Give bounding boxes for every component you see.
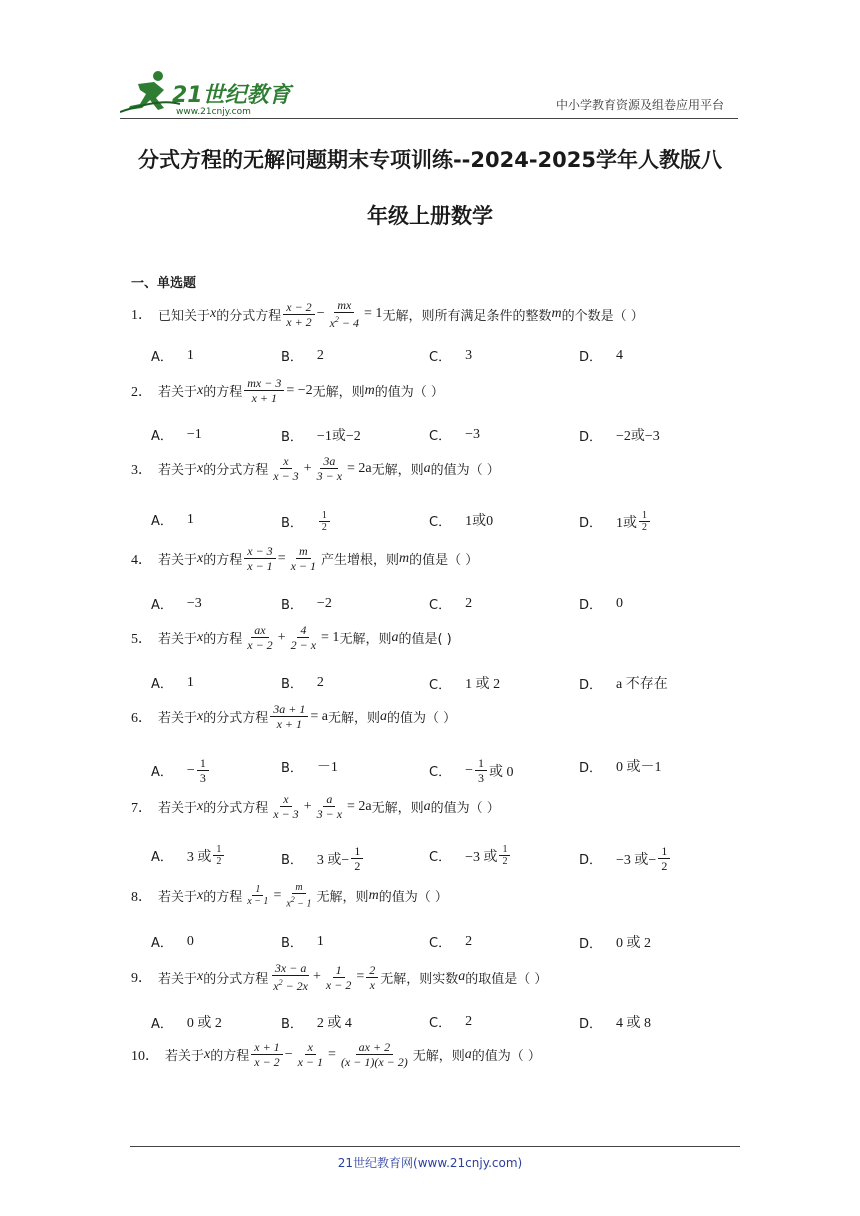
question-text: 的方程	[203, 632, 243, 647]
option-b[interactable]: B． −2	[281, 595, 332, 613]
fraction: $\frac{4}{2 - x}$	[290, 623, 317, 652]
question-text: 若关于	[158, 463, 198, 478]
question-text: 的分式方程	[203, 711, 269, 726]
option-d[interactable]: D． 4	[579, 347, 624, 365]
question-number: 7．	[131, 800, 152, 816]
question-text: 若关于	[158, 553, 198, 568]
option-a[interactable]: A． 0 或 2	[151, 1016, 222, 1032]
option-b[interactable]: B． $\frac{1}{2}$	[281, 510, 332, 533]
equals: =	[356, 969, 365, 984]
option-b[interactable]: B． 3 或− $\frac{1}{2}$	[281, 844, 365, 873]
question-text: 无解，则	[339, 632, 392, 647]
question-text: 无解，则	[371, 463, 424, 478]
fraction: $\frac{a}{3 - x}$	[316, 792, 343, 821]
fraction: $\frac{2}{x}$	[366, 963, 378, 992]
footer-link[interactable]: 21世纪教育网(www.21cnjy.com)	[337, 1156, 523, 1170]
variable: m	[364, 382, 375, 398]
option-a[interactable]: A． −1	[151, 426, 202, 444]
option-b[interactable]: B． 2	[281, 347, 324, 365]
equals: =	[328, 1046, 336, 1062]
variable: x	[197, 550, 204, 566]
option-c[interactable]: C． −3 或 $\frac{1}{2}$	[429, 844, 512, 867]
question-3	[131, 454, 500, 483]
variable: x	[197, 382, 204, 398]
runner-icon	[120, 71, 180, 112]
variable: m	[399, 550, 410, 566]
question-1	[131, 298, 644, 330]
option-a[interactable]: A． 1	[151, 674, 194, 692]
option-d[interactable]: D． 0 或－1	[579, 760, 662, 776]
question-text: 的值为（ ）	[378, 890, 448, 906]
option-d[interactable]: D． 4 或 8	[579, 1016, 652, 1032]
question-text: 的分式方程	[203, 971, 269, 987]
header-divider	[120, 118, 738, 119]
option-b[interactable]: B． 1	[281, 933, 324, 951]
question-8	[131, 882, 448, 909]
equals: = 1	[321, 629, 340, 645]
option-c[interactable]: C． 2	[429, 595, 473, 613]
page-title	[100, 132, 760, 244]
option-c[interactable]: C． −3	[429, 426, 480, 444]
operator: +	[303, 460, 312, 476]
question-text: 若关于	[158, 801, 198, 816]
question-text: 的值为（ ）	[386, 711, 457, 726]
question-number: 2．	[131, 384, 152, 400]
section-heading: 一、单选题	[131, 276, 197, 291]
question-text: 的值为（ ）	[430, 463, 500, 478]
operator: +	[313, 969, 321, 984]
question-number: 1．	[131, 308, 152, 323]
question-text: 若关于	[158, 632, 198, 647]
variable: x	[197, 969, 204, 984]
option-a[interactable]: A． − $\frac{1}{3}$	[151, 756, 211, 785]
question-text: 无解，则	[316, 890, 369, 906]
question-text: 无解，则实数	[380, 971, 459, 987]
option-a[interactable]: A． −3	[151, 595, 202, 613]
option-c[interactable]: C． 1 或 2	[429, 677, 501, 693]
fraction: $\frac{x - 2}{x + 2}$	[283, 300, 314, 329]
equals: =	[273, 887, 282, 903]
variable: x	[197, 708, 204, 724]
variable: x	[197, 887, 204, 903]
question-text: 若关于	[158, 711, 198, 726]
option-c[interactable]: C． 2	[429, 933, 473, 951]
fraction: $\frac{3a}{3 - x}$	[316, 454, 343, 483]
fraction: $\frac{3a + 1}{x + 1}$	[270, 702, 308, 731]
variable: x	[197, 798, 204, 814]
question-6	[131, 702, 456, 731]
question-10	[131, 1040, 541, 1069]
equals: = 2a	[347, 460, 372, 476]
equals: = a	[310, 708, 328, 724]
option-b[interactable]: B． −1或−2	[281, 429, 361, 445]
variable: x	[204, 1046, 211, 1062]
fraction: $\frac{3x - a}{x^2 - 2x}$	[273, 961, 309, 993]
operator: −	[316, 306, 325, 321]
fraction: $\frac{x}{x - 3}$	[273, 454, 299, 483]
option-d[interactable]: D． a 不存在	[579, 677, 668, 693]
question-text: 若关于	[158, 890, 198, 906]
variable: a	[423, 798, 431, 814]
option-a[interactable]: A． 1	[151, 347, 194, 365]
variable: m	[551, 306, 562, 321]
fraction: $\frac{ax + 2}{(x - 1)(x - 2)}$	[340, 1040, 408, 1069]
fraction: $\frac{1}{x - 2}$	[325, 962, 352, 992]
title-line-2: 年级上册数学	[367, 204, 493, 228]
question-2	[131, 376, 444, 405]
fraction: $\frac{m}{x^2 - 1}$	[286, 882, 312, 910]
equals: =	[277, 550, 286, 566]
variable: a	[423, 460, 431, 476]
option-a[interactable]: A． 0	[151, 933, 194, 951]
question-text: 的分式方程	[216, 308, 282, 324]
question-text: 的分式方程	[203, 801, 269, 816]
question-5	[131, 623, 452, 652]
question-text: 的值为（ ）	[374, 385, 444, 400]
option-b[interactable]: B． －1	[281, 760, 338, 776]
option-b[interactable]: B． 2	[281, 674, 324, 692]
question-number: 3．	[131, 462, 152, 478]
question-text: 无解，则所有满足条件的整数	[382, 308, 552, 324]
variable: x	[210, 306, 217, 321]
variable: x	[197, 460, 204, 476]
question-text: 已知关于	[158, 308, 211, 324]
variable: a	[458, 969, 466, 984]
question-number: 8．	[131, 889, 152, 905]
question-text: 的分式方程	[203, 463, 269, 478]
equals: = 2a	[347, 798, 372, 814]
fraction: $\frac{x}{x - 1}$	[297, 1040, 324, 1069]
fraction: $\frac{m}{x - 1}$	[290, 544, 317, 573]
question-text: 的值是( )	[398, 632, 452, 647]
site-logo	[120, 68, 300, 118]
question-4	[131, 544, 478, 573]
fraction: $\frac{ax}{x - 2}$	[247, 623, 273, 652]
operator: +	[303, 798, 312, 814]
option-c[interactable]: C． 1或0	[429, 514, 494, 530]
question-text: 的个数是（ ）	[561, 308, 644, 324]
option-d[interactable]: D． 0 或 2	[579, 936, 652, 952]
equals: = −2	[286, 382, 313, 398]
operator: −	[284, 1046, 293, 1062]
question-number: 10．	[131, 1048, 159, 1064]
option-d[interactable]: D． 0	[579, 595, 624, 613]
question-text: 的方程	[203, 553, 243, 568]
option-c[interactable]: C． − $\frac{1}{3}$ 或 0	[429, 756, 514, 785]
fraction: $\frac{x - 3}{x - 1}$	[244, 544, 275, 573]
option-d[interactable]: D． −3 或− $\frac{1}{2}$	[579, 844, 672, 873]
variable: m	[368, 887, 379, 903]
question-7	[131, 792, 500, 821]
option-a[interactable]: A． 3 或 $\frac{1}{2}$	[151, 844, 226, 867]
question-text: 无解，则	[371, 801, 424, 816]
question-text: 无解，则	[312, 385, 365, 400]
question-text: 无解，则	[327, 711, 380, 726]
question-text: 的方程	[210, 1049, 250, 1064]
option-a[interactable]: A． 1	[151, 511, 194, 529]
question-number: 5．	[131, 631, 152, 647]
option-b[interactable]: B． 2 或 4	[281, 1016, 352, 1032]
equals: = 1	[364, 306, 383, 321]
fraction: $\frac{x + 1}{x - 2}$	[251, 1040, 282, 1069]
question-text: 若关于	[158, 385, 198, 400]
question-text: 产生增根，则	[321, 553, 400, 568]
question-text: 若关于	[158, 971, 198, 987]
question-text: 无解，则	[412, 1049, 465, 1064]
footer-divider	[130, 1146, 740, 1147]
fraction: $\frac{1}{x - 1}$	[247, 884, 269, 908]
question-text: 的值是（ ）	[409, 553, 479, 568]
question-number: 6．	[131, 710, 152, 726]
question-9	[131, 961, 547, 993]
fraction: $\frac{mx - 3}{x + 1}$	[244, 376, 284, 405]
fraction: $\frac{mx}{x^2 - 4}$	[329, 298, 360, 330]
title-line-1: 分式方程的无解问题期末专项训练--2024-2025学年人教版八	[137, 148, 723, 172]
variable: a	[464, 1046, 472, 1062]
option-c[interactable]: C． 3	[429, 347, 473, 365]
operator: +	[277, 629, 286, 645]
logo-text: 21世纪教育	[172, 83, 291, 108]
variable: a	[379, 708, 387, 724]
question-text: 的值为（ ）	[430, 801, 500, 816]
option-d[interactable]: D． −2或−3	[579, 429, 660, 445]
question-number: 4．	[131, 552, 152, 568]
question-text: 的方程	[203, 890, 243, 906]
question-number: 9．	[131, 971, 152, 986]
question-text: 的取值是（ ）	[465, 971, 548, 987]
option-d[interactable]: D． 1或 $\frac{1}{2}$	[579, 510, 652, 533]
question-text: 的方程	[203, 385, 243, 400]
fraction: $\frac{x}{x - 3}$	[273, 792, 299, 821]
variable: a	[391, 629, 399, 645]
logo-subtext: www.21cnjy.com	[176, 107, 251, 117]
question-text: 若关于	[165, 1049, 205, 1064]
platform-label: 中小学教育资源及组卷应用平台	[555, 98, 724, 112]
option-c[interactable]: C． 2	[429, 1013, 473, 1031]
variable: x	[197, 629, 204, 645]
question-text: 的值为（ ）	[471, 1049, 541, 1064]
